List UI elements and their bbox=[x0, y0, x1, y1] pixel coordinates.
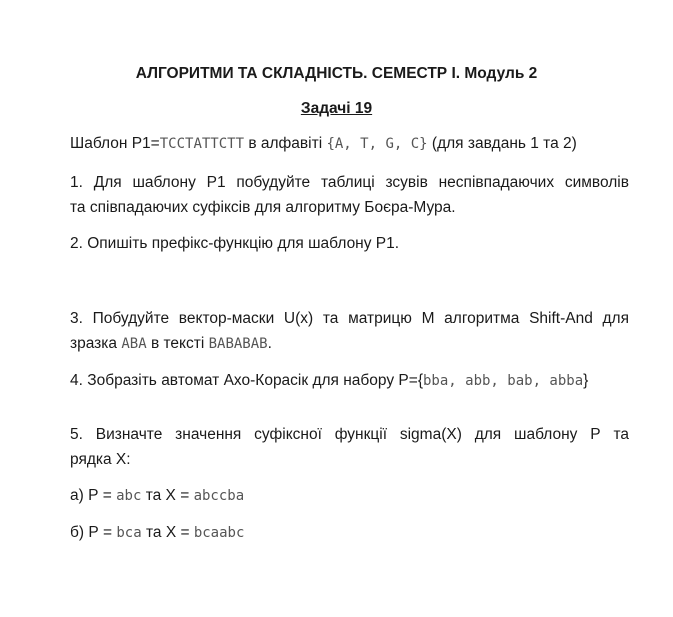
subtitle-text: Задачі 19 bbox=[300, 100, 373, 117]
item-a-p: abc bbox=[116, 488, 142, 504]
task-1-line-2: та співпадаючих суфіксів для алгоритму Боєра-Мура. bbox=[70, 199, 456, 216]
task-4-suffix: } bbox=[583, 372, 589, 389]
pattern-value: TCCTATTCTT bbox=[159, 136, 245, 152]
document-subtitle bbox=[0, 99, 673, 119]
document-title: АЛГОРИТМИ ТА СКЛАДНІСТЬ. СЕМЕСТР І. Модуль 2 bbox=[135, 65, 538, 82]
item-a-middle: та Х = bbox=[141, 487, 194, 504]
pattern-line bbox=[70, 134, 577, 154]
alphabet-value: {A, T, G, C} bbox=[326, 136, 428, 152]
task-1-line-1: 1. Для шаблону Р1 побудуйте таблиці зсувів неспівпадаючих символів bbox=[70, 174, 629, 191]
pattern-suffix: (для завдань 1 та 2) bbox=[427, 135, 577, 152]
task-5-item-a bbox=[70, 486, 244, 506]
task-5-item-b bbox=[70, 523, 244, 543]
task-2: 2. Опишіть префікс-функцію для шаблону Р1. bbox=[70, 235, 400, 252]
pattern-middle: в алфавіті bbox=[244, 135, 327, 152]
text-value: BABABAB bbox=[208, 336, 268, 352]
item-a-prefix: а) Р = bbox=[70, 487, 117, 504]
item-b-x: bcaabc bbox=[193, 525, 245, 541]
task-4 bbox=[70, 371, 588, 391]
task-4-set: bba, abb, bab, abba bbox=[423, 373, 584, 389]
item-b-p: bca bbox=[116, 525, 142, 541]
task-3-line-2 bbox=[70, 334, 272, 354]
task-3-prefix: зразка bbox=[70, 335, 122, 352]
item-b-middle: та Х = bbox=[141, 524, 194, 541]
pattern-prefix: Шаблон Р1= bbox=[70, 135, 160, 152]
task-5-line-2: рядка Х: bbox=[70, 451, 131, 468]
task-3-suffix: . bbox=[267, 335, 272, 352]
task-3-middle: в тексті bbox=[146, 335, 209, 352]
item-a-x: abccba bbox=[193, 488, 245, 504]
task-3-line-1: 3. Побудуйте вектор-маски U(x) та матрицю M алгоритма Shift-And для bbox=[70, 310, 629, 327]
item-b-prefix: б) Р = bbox=[70, 524, 117, 541]
task-5-line-1: 5. Визначте значення суфіксної функції sigma(X) для шаблону Р та bbox=[70, 426, 629, 443]
task-4-prefix: 4. Зобразіть автомат Ахо-Корасік для набору Р={ bbox=[70, 372, 423, 389]
sample-value: ABA bbox=[121, 336, 147, 352]
